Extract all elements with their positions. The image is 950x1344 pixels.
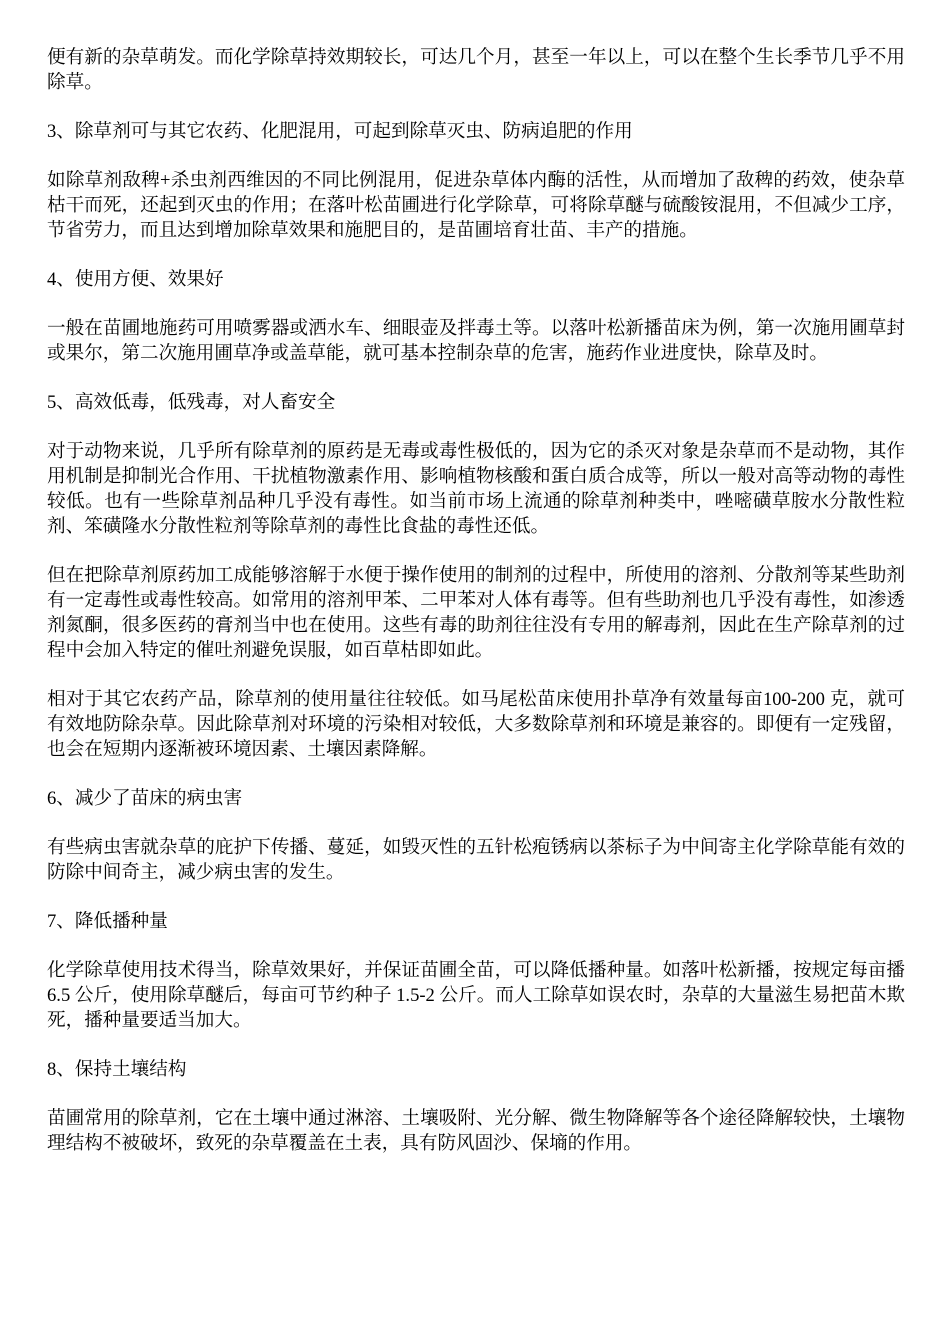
paragraph-3: 如除草剂敌稗+杀虫剂西维因的不同比例混用，促进杂草体内酶的活性，从而增加了敌稗的药效，使杂草枯干而死，还起到灭虫的作用；在落叶松苗圃进行化学除草，可将除草醚与硫酸铵混用，不但减少工序，节省劳力，而且达到增加除草效果和施肥目的，是苗圃培育壮苗、丰产的措施。 bbox=[47, 170, 905, 241]
paragraph-8: 苗圃常用的除草剂，它在土壤中通过淋溶、土壤吸附、光分解、微生物降解等各个途径降解较快，土壤物理结构不被破坏，致死的杂草覆盖在土表，具有防风固沙、保墒的作用。 bbox=[47, 1108, 905, 1154]
heading-8: 8、保持土壤结构 bbox=[47, 1059, 187, 1080]
paragraph-6: 有些病虫害就杂草的庇护下传播、蔓延，如毁灭性的五针松疱锈病以茶标子为中间寄主化学除草能有效的防除中间奇主，减少病虫害的发生。 bbox=[47, 837, 905, 883]
paragraph-5c: 相对于其它农药产品，除草剂的使用量往往较低。如马尾松苗床使用扑草净有效量每亩100-200 克，就可有效地防除杂草。因此除草剂对环境的污染相对较低，大多数除草剂和环境是兼容的。即便有一定残留，也会在短期内逐渐被环境因素、土壤因素降解。 bbox=[47, 689, 905, 760]
heading-6: 6、减少了苗床的病虫害 bbox=[47, 788, 243, 809]
paragraph-5a: 对于动物来说，几乎所有除草剂的原药是无毒或毒性极低的，因为它的杀灭对象是杂草而不是动物，其作用机制是抑制光合作用、干扰植物激素作用、影响植物核酸和蛋白质合成等，所以一般对高等动物的毒性较低。也有一些除草剂品种几乎没有毒性。如当前市场上流通的除草剂种类中，唑嘧磺草胺水分散性粒剂、笨磺隆水分散性粒剂等除草剂的毒性比食盐的毒性还低。 bbox=[47, 441, 905, 537]
heading-3: 3、除草剂可与其它农药、化肥混用，可起到除草灭虫、防病追肥的作用 bbox=[47, 121, 633, 142]
heading-4: 4、使用方便、效果好 bbox=[47, 269, 224, 290]
heading-5: 5、高效低毒，低残毒，对人畜安全 bbox=[47, 392, 336, 413]
paragraph-intro: 便有新的杂草萌发。而化学除草持效期较长，可达几个月，甚至一年以上，可以在整个生长季节几乎不用除草。 bbox=[47, 47, 905, 93]
paragraph-4: 一般在苗圃地施药可用喷雾器或洒水车、细眼壶及拌毒土等。以落叶松新播苗床为例，第一次施用圃草封或果尔，第二次施用圃草净或盖草能，就可基本控制杂草的危害，施药作业进度快，除草及时。 bbox=[47, 318, 905, 364]
heading-7: 7、降低播种量 bbox=[47, 911, 168, 932]
paragraph-5b: 但在把除草剂原药加工成能够溶解于水便于操作使用的制剂的过程中，所使用的溶剂、分散剂等某些助剂有一定毒性或毒性较高。如常用的溶剂甲苯、二甲苯对人体有毒等。但有些助剂也几乎没有毒性，如渗透剂氮酮，很多医药的膏剂当中也在使用。这些有毒的助剂往往没有专用的解毒剂，因此在生产除草剂的过程中会加入特定的催吐剂避免误服，如百草枯即如此。 bbox=[47, 565, 905, 661]
paragraph-7: 化学除草使用技术得当，除草效果好，并保证苗圃全苗，可以降低播种量。如落叶松新播，按规定每亩播 6.5 公斤，使用除草醚后，每亩可节约种子 1.5-2 公斤。而人工除草如误农时，杂草的大量滋生易把苗木欺死，播种量要适当加大。 bbox=[47, 960, 905, 1031]
document-page bbox=[47, 45, 905, 1180]
